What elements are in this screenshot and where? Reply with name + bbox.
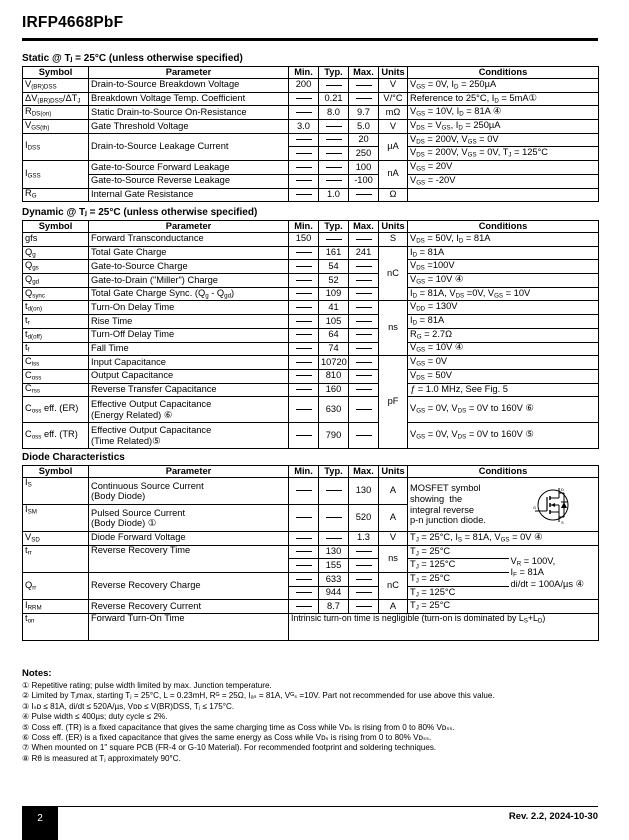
table-row: $t_{d(on)}$ Turn-On Delay Time 41 ns $V_{DD} = 130V$ <box>23 301 599 315</box>
table-row: $V_{GS(th)}$ Gate Threshold Voltage 3.0 5.0 V $V_{DS} = V_{GS}$, $I_D = 250\mu A$ <box>23 120 599 134</box>
table-row: $V_{(BR)DSS}$ Drain-to-Source Breakdown Voltage 200 V $V_{GS} = 0V$, $I_D = 250\mu A$ <box>23 79 599 93</box>
notes-list <box>22 681 495 764</box>
static-table <box>22 66 599 202</box>
table-row: 155 $T_J = 125^\circ C$ <box>23 559 599 573</box>
table-row: $I_{DSS}$ Drain-to-Source Leakage Current 20 µA $V_{DS} = 200V$, $V_{GS} = 0V$ <box>23 133 599 147</box>
dynamic-header-row: Symbol Parameter Min. Typ. Max. Units Conditions <box>23 221 599 233</box>
static-section-title: Static @ Tⱼ = 25°C (unless otherwise specified) <box>22 53 243 64</box>
table-row: $\Delta V_{(BR)DSS}/\Delta T_J$ Breakdown Voltage Temp. Coefficient 0.21 V/°C Reference to 25°C, $I_D$ = 5mA① <box>23 92 599 106</box>
table-row: $R_G$ Internal Gate Resistance 1.0 Ω <box>23 188 599 202</box>
table-row: $Q_{rr}$ Reverse Recovery Charge 633 nC $T_J = 25^\circ C$ <box>23 573 599 587</box>
revision-label: Rev. 2.2, 2024-10-30 <box>508 811 598 822</box>
table-row: $t_f$ Fall Time 74 $V_{GS} = 10V$ ④ <box>23 342 599 356</box>
note-item: ⑤ Coss eff. (TR) is a fixed capacitance that gives the same charging time as Coss while Vᴅₛ is rising from 0 to 80% Vᴅₛₛ. <box>22 722 455 732</box>
table-row: $I_{SM}$ Pulsed Source Current (Body Diode) ① 520 A <box>23 505 599 532</box>
table-row: $t_{d(off)}$ Turn-Off Delay Time 64 $R_G = 2.7\Omega$ <box>23 328 599 342</box>
note-item: ③ Iₛᴅ ≤ 81A, di/dt ≤ 520A/µs, Vᴅᴅ ≤ V(BR)DSS, Tⱼ ≤ 175°C. <box>22 701 235 711</box>
table-row: $I_S$ Continuous Source Current (Body Diode) 130 A MOSFET symbol showing the integral reverse p-n junction diode. D G S <box>23 478 599 505</box>
table-row: $t_{rr}$ Reverse Recovery Time 130 ns $T_J = 25^\circ C$ $V_R = 100V$, $I_F = 81A$ di/dt = 100A/µs ④ <box>23 545 599 559</box>
table-row: $Q_{gd}$ Gate-to-Drain ("Miller") Charge 52 $V_{GS} = 10V$ ④ <box>23 274 599 288</box>
title-rule <box>22 38 598 41</box>
note-item: ⑥ Coss eff. (ER) is a fixed capacitance that gives the same energy as Coss while Vᴅₛ is rising from 0 to 80% Vᴅₛₛ. <box>22 733 432 743</box>
diode-header-row: Symbol Parameter Min. Typ. Max. Units Conditions <box>23 466 599 478</box>
note-item: ① Repetitive rating; pulse width limited by max. Junction temperature. <box>22 681 272 690</box>
note-item: ④ Pulse width ≤ 400µs; duty cycle ≤ 2%. <box>22 712 168 722</box>
table-row: 944 $T_J = 125^\circ C$ <box>23 586 599 600</box>
diode-section-title: Diode Characteristics <box>22 452 125 463</box>
table-row: Gate-to-Source Reverse Leakage -100 $V_{GS} = -20V$ <box>23 174 599 188</box>
page-number: 2 <box>22 806 58 840</box>
table-row: $Q_{sync}$ Total Gate Charge Sync. $(Q_g - Q_{gd})$ 109 $I_D = 81A$, $V_{DS} =0V$, $V_{GS} = 10V$ <box>23 287 599 301</box>
note-item: ⑧ Rθ is measured at Tⱼ approximately 90°C. <box>22 753 181 763</box>
table-row: 250 $V_{DS} = 200V$, $V_{GS} = 0V$, $T_J = 125^\circ C$ <box>23 147 599 161</box>
table-row: $R_{DS(on)}$ Static Drain-to-Source On-Resistance 8.0 9.7 mΩ $V_{GS} = 10V$, $I_D = 81A$ ④ <box>23 106 599 120</box>
table-row: $I_{RRM}$ Reverse Recovery Current 8.7 A $T_J = 25^\circ C$ <box>23 600 599 614</box>
footer-rule <box>22 806 598 807</box>
table-row: $t_{on}$ Forward Turn-On Time Intrinsic turn-on time is negligible (turn-on is dominated by $L_S+L_D$) <box>23 614 599 641</box>
svg-text:G: G <box>533 504 537 510</box>
static-header-row: Symbol Parameter Min. Typ. Max. Units Conditions <box>23 67 599 79</box>
table-row: gfs Forward Transconductance 150 S $V_{DS} = 50V$, $I_D = 81A$ <box>23 233 599 247</box>
dynamic-table <box>22 220 599 449</box>
table-row: $Q_g$ Total Gate Charge 161 241 nC $I_D = 81A$ <box>23 246 599 260</box>
dynamic-section-title: Dynamic @ Tⱼ = 25°C (unless otherwise specified) <box>22 207 258 218</box>
note-item: ⑦ When mounted on 1" square PCB (FR-4 or G-10 Material). For recommended footprint and soldering techniques. <box>22 743 437 753</box>
notes-title: Notes: <box>22 668 52 679</box>
table-row: $I_{GSS}$ Gate-to-Source Forward Leakage 100 nA $V_{GS} = 20V$ <box>23 161 599 175</box>
table-row: $C_{oss}$ eff. (ER) Effective Output Capacitance (Energy Related) ⑥ 630 $V_{GS} = 0V$, $V_{DS} = 0V$ to 160V ⑥ <box>23 397 599 423</box>
table-row: $Q_{gs}$ Gate-to-Source Charge 54 $V_{DS} =100V$ <box>23 260 599 274</box>
table-row: $t_r$ Rise Time 105 $I_D = 81A$ <box>23 315 599 329</box>
note-item: ② Limited by Tⱼmax, starting Tⱼ = 25°C, L = 0.23mH, Rᴳ = 25Ω, Iₐₛ = 81A, Vᴳₛ =10V. Part not recommended for use above this value. <box>22 691 495 701</box>
table-row: $C_{oss}$ Output Capacitance 810 $V_{DS} = 50V$ <box>23 369 599 383</box>
svg-text:D: D <box>561 486 565 492</box>
part-number-title: IRFP4668PbF <box>22 14 124 31</box>
mosfet-symbol-icon <box>531 485 575 525</box>
table-row: $C_{oss}$ eff. (TR) Effective Output Capacitance (Time Related)⑤ 790 $V_{GS} = 0V$, $V_{DS} = 0V$ to 160V ⑤ <box>23 423 599 449</box>
table-row: $V_{SD}$ Diode Forward Voltage 1.3 V $T_J = 25^\circ C$, $I_S = 81A$, $V_{GS} = 0V$ ④ <box>23 532 599 546</box>
diode-table <box>22 465 599 641</box>
table-row: $C_{iss}$ Input Capacitance 10720 pF $V_{GS} = 0V$ <box>23 356 599 370</box>
table-row: $C_{rss}$ Reverse Transfer Capacitance 160 ƒ = 1.0 MHz, See Fig. 5 <box>23 383 599 397</box>
svg-text:S: S <box>561 519 564 525</box>
